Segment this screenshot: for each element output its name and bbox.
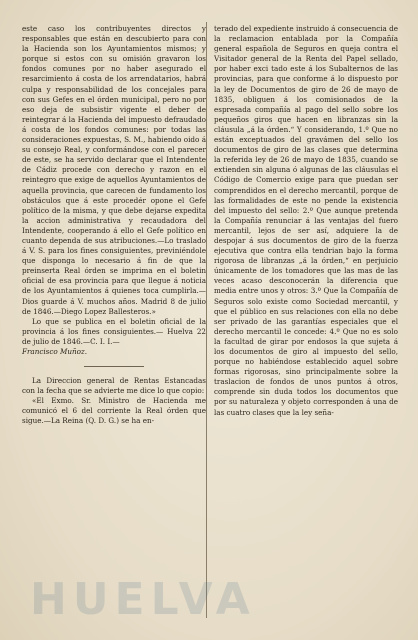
signature: Francisco Muñoz. [22,347,88,356]
left-column [22,24,206,427]
paragraph: «El Exmo. Sr. Ministro de Hacienda me comunicó el 6 del corriente la Real órden que sigue.—La Reina (Q. D. G.) se ha en- [22,396,206,426]
right-column [214,24,398,418]
paragraph: terado del expediente instruido á consecuencia de la reclamacion entablada por la Compañía general española de Seguros en queja contra el Visitador general de la Renta del Papel sellado, por haber exci tado este á los Subalternos de las provincias, para que conforme á lo dispuesto por la ley de Documentos de giro de 26 de mayo de 1835, obliguen á los comisionados de la espresada compañía al pago del sello sobre los pequeños giros que hacen en libranzas sin la cláusula „á la órden.“ Y considerando, 1.º Que no están exceptuados del gravámen del sello los documentos de giro de las clases que determina la referida ley de 26 de mayo de 1835, cuando se extienden sin alguna ó algunas de las cláusulas el Código de Comercio exige para que puedan ser comprendidos en el derecho mercantil, porque de las formalidades de este no pende la existencia del impuesto del sello: 2.º Que aunque pretenda la Compañía renunciar á las ventajas del fuero mercantil, lejos de ser así, adquiere la de despojar á sus documentos de giro de la fuerza ejecutiva que contra ella tendrian bajo la forma rigorosa de libranzas „á la órden,“ en perjuicio únicamente de los tomadores que las mas de las veces acaso desconocerán la diferencia que media entre unos y otros: 3.º Que la Compañía de Seguros solo existe como Sociedad mercantil, y que el público en sus relaciones con ella no debe ser privado de las garantías especiales que el derecho mercantil le concede: 4.º Que no es solo la facultad de girar por endosos la que sujeta á los documentos de giro al impuesto del sello, porque no habiéndose establecido aquel sobre formas rigorosas, sino principalmente sobre la traslacion de fondos de unos puntos á otros, comprende sin duda todos los documentos que por su naturaleza y objeto corresponden á una de las cuatro clases que la ley seña- [214,24,398,417]
paragraph: La Direccion general de Rentas Estancadas con la fecha que se advierte me dice lo que copio: [22,376,206,396]
paragraph: Lo que se publica en el boletin oficial de la provincia á los fines consiguientes.— Huelva 22 de julio de 1846.—C. I. I.— [22,316,206,346]
watermark: HUELVA [30,574,256,625]
section-divider [84,366,144,367]
paragraph: este caso los contribuyentes directos y responsables que están en descubierto para con la Hacienda son los Ayuntamientos mismos; y porque si estos con su omisión gravaron los fondos comunes por no haber asegurado el resarcimiento á costa de los arrendatarios, habrá culpa y responsabilidad de los concejales para con sus Gefes en el órden municipal, pero no por eso deja de subsistir vigente el deber de reintegrar á la Hacienda del impuesto defraudado á costa de los fondos comunes: por todas las consideraciones expuestas, S. M., habiendo oido á su consejo Real, y conformándose con el parecer de este, se ha servido declarar que el Intendente de Cádiz procede con derecho y razon en el reintegro que exige de aquellos Ayuntamientos de aquella provincia, que carecen de fundamento los obstáculos que á este procedér opone el Gefe político de la misma, y que debe dejarse expedita la accion administrativa y recaudadora del Intendente, cooperando á ello el Gefe político en cuanto dependa de sus atribuciones.—Lo traslado á V. S. para los fines consiguientes, previniéndole que disponga lo necesario á fin de que la preinserta Real órden se imprima en el boletin oficial de esa provincia para que llegue á noticia de los Ayuntamientos á quienes toca cumplirla.—Dios guarde á V. muchos años. Madrid 8 de julio de 1846.—Diego Lopez Ballesteros.» [22,24,206,316]
column-divider [206,22,207,618]
